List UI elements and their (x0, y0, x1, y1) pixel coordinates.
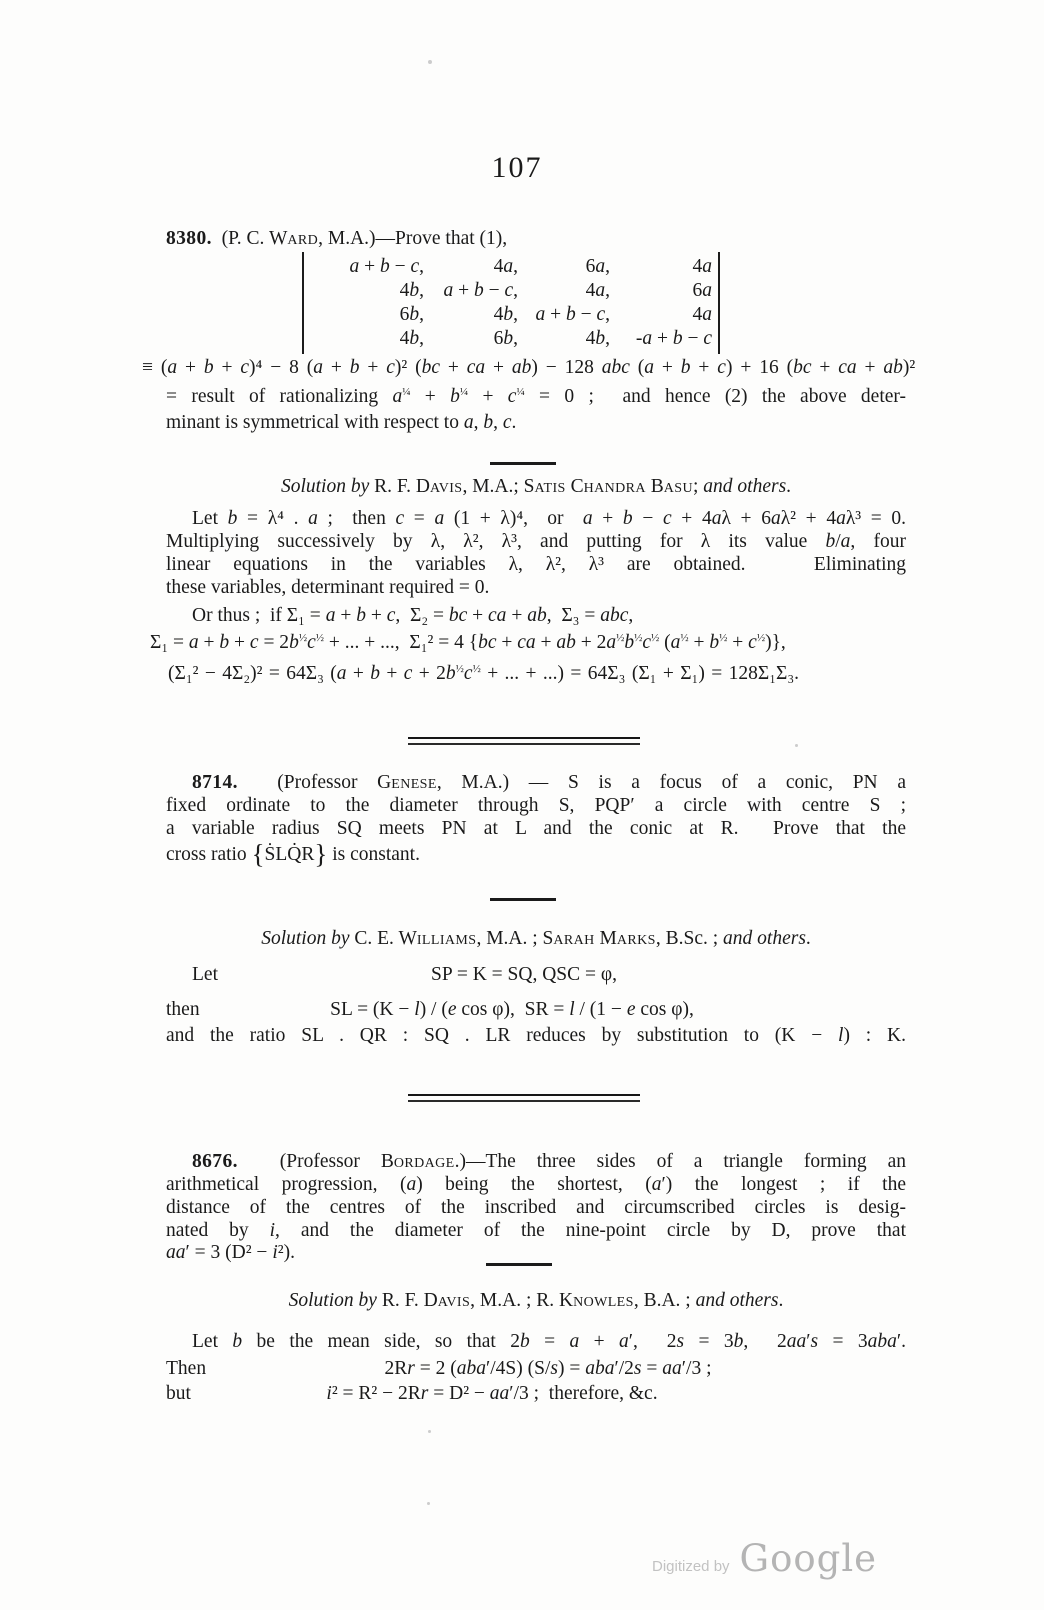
problem-8714-line-1: 8714. (Professor Genese, M.A.) — S is a focus of a conic, PN a (192, 772, 906, 793)
determinant-cell: 4a, (585, 280, 610, 301)
determinant-cell: 6b, (493, 328, 518, 349)
determinant-cell: 4a (692, 304, 712, 325)
let-label: Let (192, 964, 218, 985)
problem-8676-line-1: 8676. (Professor Bordage.)—The three sides of a triangle forming an (192, 1151, 906, 1172)
determinant-cell: a + b − c, (535, 304, 610, 325)
determinant-cell: 4b, (399, 280, 424, 301)
then-label: Then (166, 1358, 207, 1379)
problem-8714-line-3: a variable radius SQ meets PN at L and the conic at R. Prove that the (166, 818, 906, 839)
scan-speck (428, 1430, 431, 1433)
solution-8380-para-line-3: linear equations in the variables λ, λ², λ³ are obtained. Eliminating (166, 554, 906, 575)
solution-8380-byline: Solution by R. F. Davis, M.A.; Satis Chandra Basu; and others. (280, 476, 792, 497)
section-divider-double-rule-2 (408, 1094, 640, 1102)
solution-8676-byline: Solution by R. F. Davis, M.A. ; R. Knowles, B.A. ; and others. (288, 1290, 784, 1311)
determinant-cell: 4b, (399, 328, 424, 349)
problem-8676-line-2: arithmetical progression, (a) being the shortest, (a′) the longest ; if the (166, 1174, 906, 1195)
then-formula: SL = (K − l) / (e cos φ), SR = l / (1 − e cos φ), (330, 999, 694, 1020)
but-label: but (166, 1383, 191, 1404)
but-formula: i² = R² − 2Rr = D² − aa′/3 ; therefore, &c. (326, 1383, 658, 1404)
determinant-cell: a + b − c, (349, 256, 424, 277)
then-label: then (166, 999, 200, 1020)
determinant-cell: 6a (692, 280, 712, 301)
rationalize-line-2: minant is symmetrical with respect to a, b, c. (166, 412, 517, 433)
determinant-cell: -a + b − c (635, 328, 712, 349)
page-number: 107 (491, 151, 543, 184)
rule-after-8676 (486, 1263, 552, 1266)
determinant-cell: 6a, (585, 256, 610, 277)
solution-8380-para-line-1: Let b = λ⁴ . a ; then c = a (1 + λ)⁴, or a + b − c + 4aλ + 6aλ² + 4aλ³ = 0. (192, 508, 907, 529)
determinant-cell: 4a (692, 256, 712, 277)
rationalize-line-1: = result of rationalizing $a^{\frac{1}{4}} + b^{\frac{1}{4}} + c^{\frac{1}{4}} = 0$ ; and hence (2) the above deter- (166, 386, 907, 407)
solution-8714-then-line (166, 998, 858, 1021)
problem-8714-line-2: fixed ordinate to the diameter through S, PQP′ a circle with centre S ; (166, 795, 906, 816)
section-divider-double-rule-1 (408, 737, 640, 745)
solution-8714-let-line (166, 963, 882, 986)
let-formula: SP = K = SQ, QSC = φ, (430, 964, 618, 985)
solution-8380-para-line-4: these variables, determinant required = 0. (166, 577, 490, 598)
determinant-cell: 4b, (493, 304, 518, 325)
rule-after-8380 (490, 462, 556, 465)
google-watermark (652, 1537, 877, 1580)
problem-8714-line-4: cross ratio {ṠLQ̇R} is constant. (166, 839, 420, 869)
determinant-cell: 4b, (585, 328, 610, 349)
solution-8380-para-line-2: Multiplying successively by λ, λ², λ³, and putting for λ its value b/a, four (166, 531, 906, 552)
scan-speck (428, 60, 432, 64)
scan-speck (427, 1502, 430, 1505)
solution-8676-let-line: Let b be the mean side, so that 2b = a + a′, 2s = 3b, 2aa′s = 3aba′. (192, 1331, 907, 1352)
problem-8676-line-5: aa′ = 3 (D² − i²). (166, 1242, 295, 1263)
scan-speck (795, 744, 798, 747)
solution-8676-but-line (166, 1382, 818, 1405)
determinant-cell: 6b, (399, 304, 424, 325)
determinant-right-bar (718, 252, 720, 354)
solution-8380-orthus-line-1: Or thus ; if Σ₁ = a + b + c, Σ₂ = bc + ca + ab, Σ₃ = abc, (192, 605, 634, 626)
determinant-cell: 4a, (493, 256, 518, 277)
problem-8676-line-3: distance of the centres of the inscribed and circumscribed circles is desig- (166, 1197, 906, 1218)
rule-after-8714 (490, 898, 556, 901)
problem-8380-heading: 8380. (P. C. Ward, M.A.)—Prove that (1), (166, 228, 508, 249)
solution-8714-byline: Solution by C. E. Williams, M.A. ; Sarah Marks, B.Sc. ; and others. (261, 928, 811, 949)
problem-8676-line-4: nated by i, and the diameter of the nine-point circle by D, prove that (166, 1220, 906, 1241)
google-logo: Google (739, 1537, 878, 1580)
determinant-cell: a + b − c, (443, 280, 518, 301)
determinant-8380 (302, 252, 720, 354)
determinant-identity-line: ≡ (a + b + c)⁴ − 8 (a + b + c)² (bc + ca + ab) − 128 abc (a + b + c) + 16 (bc + ca + ab)² (142, 357, 916, 378)
solution-8380-orthus-line-2: $\Sigma_1 = a + b + c = 2b^{\frac{1}{2}}c^{\frac{1}{2}}$ + ... + ..., Σ₁² = 4 {bc + ca + ab + $2a^{\frac{1}{2}}b^{\frac{1}{2}}c^{\frac{1}{2}}$ $(a^{\frac{1}{2}} + b^{\frac{1}{2}} + c^{\frac{1}{2}})$}, (150, 632, 786, 653)
solution-8380-orthus-line-3: (Σ₁² − 4Σ₂)² = 64Σ₃ ($a + b + c + 2b^{\frac{1}{2}}c^{\frac{1}{2}}$ + ... + ...) = 64Σ₃ (Σ₁ + Σ₁) = 128Σ₁Σ₃. (168, 663, 800, 684)
solution-8714-ratio-line: and the ratio SL . QR : SQ . LR reduces by substitution to (K − l) : K. (166, 1025, 906, 1046)
digitized-by-label: Digitized by (652, 1558, 730, 1575)
determinant-grid (304, 252, 718, 354)
then-formula: 2Rr = 2 (aba′/4S) (S/s) = aba′/2s = aa′/3 ; (384, 1358, 712, 1379)
solution-8676-then-line (166, 1357, 930, 1380)
